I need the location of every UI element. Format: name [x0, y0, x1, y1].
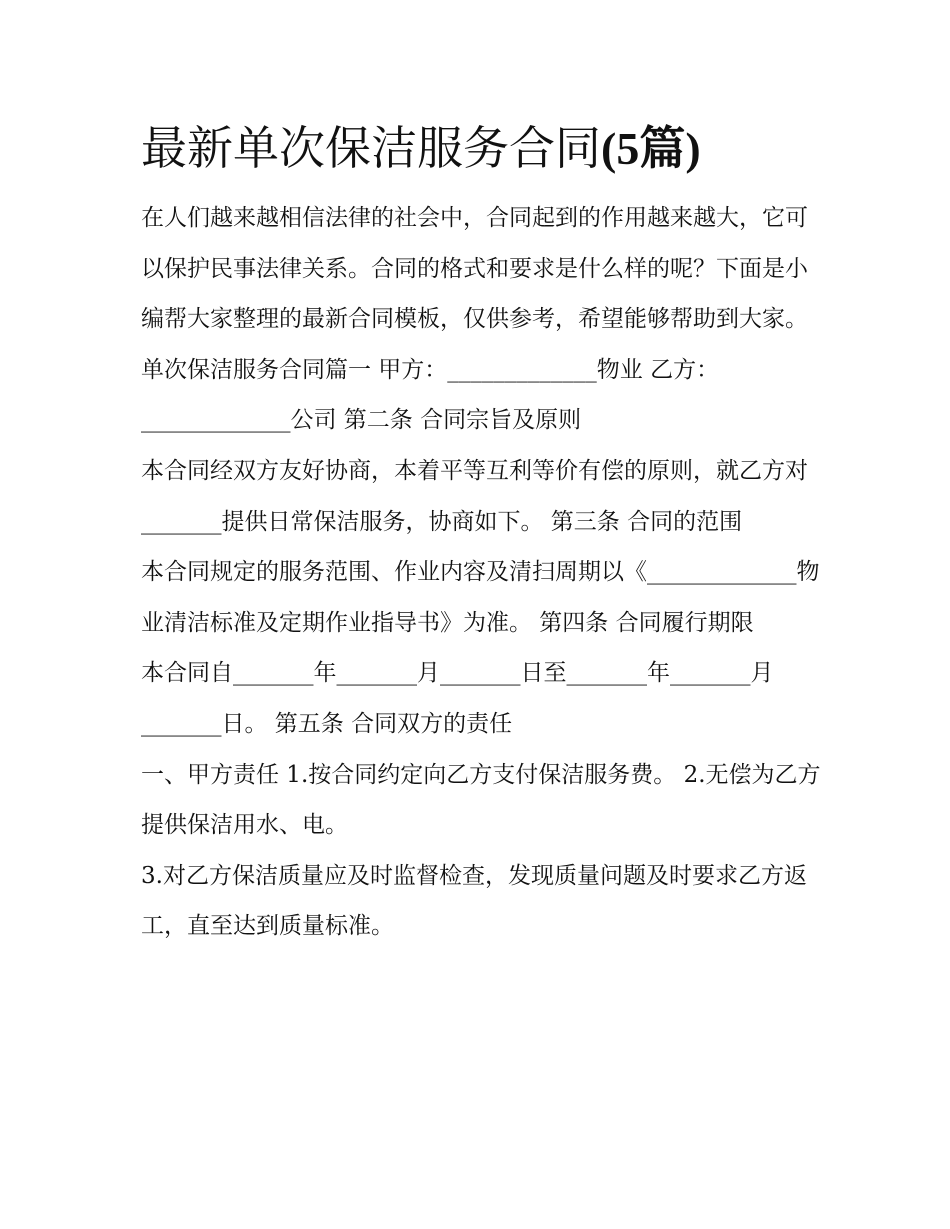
intro-paragraph: 在人们越来越相信法律的社会中，合同起到的作用越来越大，它可以保护民事法律关系。合同的格式和要求是什么样的呢？下面是小编帮大家整理的最新合同模板，仅供参考，希望能够帮助到大家。: [141, 205, 808, 333]
title-suffix: (5篇): [601, 123, 701, 174]
title-main: 最新单次保洁服务合同: [141, 121, 601, 175]
contract-principle-paragraph: 本合同经双方友好协商，本着平等互利等价有偿的原则，就乙方对_______提供日常保洁服务，协商如下。 第三条 合同的范围: [141, 457, 808, 535]
quality-inspection-paragraph: 3.对乙方保洁质量应及时监督检查，发现质量问题及时要求乙方返工，直至达到质量标准。: [141, 862, 807, 940]
party-a-duties-paragraph: 一、甲方责任 1.按合同约定向乙方支付保洁服务费。 2.无偿为乙方提供保洁用水、电。: [141, 761, 821, 839]
contract-term-paragraph: 本合同自_______年_______月_______日至_______年_______月_______日。 第五条 合同双方的责任: [141, 660, 774, 737]
document-title: [141, 112, 821, 185]
contract-scope-paragraph: 本合同规定的服务范围、作业内容及清扫周期以《_____________物业清洁标准及定期作业指导书》为准。 第四条 合同履行期限: [141, 559, 820, 636]
document-page: [141, 112, 821, 952]
contract-parties-paragraph: 单次保洁服务合同篇一 甲方：_____________物业 乙方：_____________公司 第二条 合同宗旨及原则: [141, 356, 720, 434]
